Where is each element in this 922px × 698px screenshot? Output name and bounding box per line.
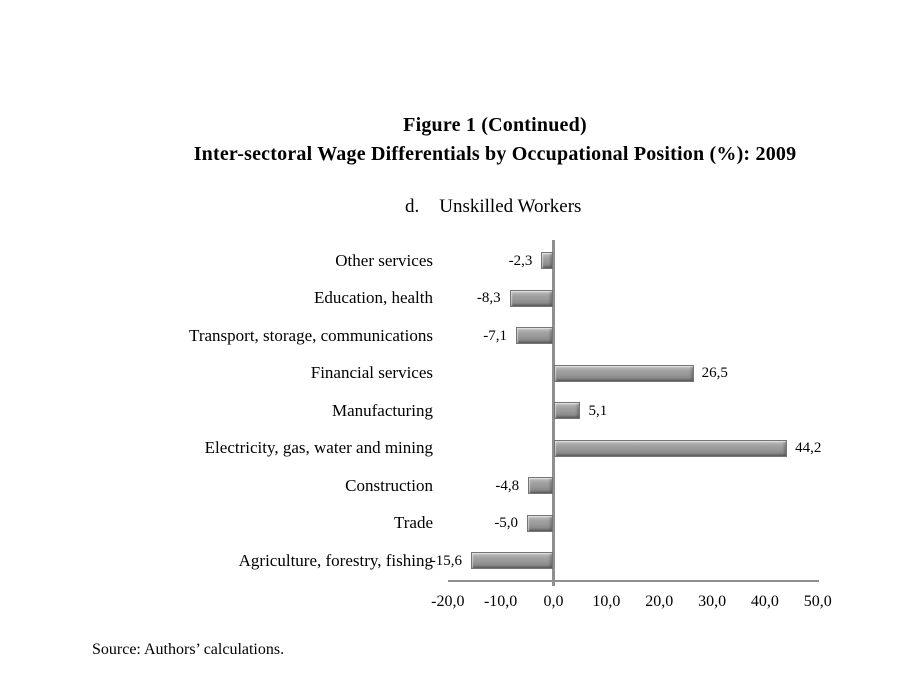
value-label: 5,1 — [588, 402, 608, 419]
category-label: Construction — [345, 475, 433, 495]
value-label: 26,5 — [701, 365, 728, 381]
bar — [554, 402, 581, 419]
value-label: -2,3 — [508, 252, 533, 269]
category-label: Electricity, gas, water and mining — [204, 438, 433, 457]
source-note: Source: Authors’ calculations. — [92, 641, 285, 658]
bar — [510, 290, 554, 307]
x-tick-label: 10,0 — [592, 593, 621, 610]
bar — [471, 552, 553, 569]
x-tick-label: 40,0 — [750, 593, 779, 610]
bar — [516, 327, 554, 344]
value-label: -7,1 — [483, 327, 507, 344]
x-tick-label: 50,0 — [803, 593, 832, 610]
x-axis-line — [448, 580, 819, 582]
value-label: -4,8 — [495, 477, 520, 494]
category-label: Transport, storage, communications — [189, 325, 433, 345]
category-label: Agriculture, forestry, fishing — [238, 550, 433, 570]
x-tick-label: 30,0 — [698, 593, 727, 610]
x-tick-label: 0,0 — [543, 593, 564, 610]
value-label: -15,6 — [430, 552, 463, 569]
bar — [527, 515, 553, 532]
bar — [554, 365, 694, 382]
panel-title: Unskilled Workers — [439, 196, 582, 217]
figure-title-line2: Inter-sectoral Wage Differentials by Occupational Position (%): 2009 — [193, 143, 797, 165]
figure-title-line1: Figure 1 (Continued) — [403, 114, 587, 136]
value-label: -8,3 — [476, 290, 501, 306]
value-label: -5,0 — [494, 515, 519, 531]
x-tick-label: -20,0 — [431, 593, 465, 610]
panel-letter: d. — [405, 196, 420, 217]
category-label: Education, health — [314, 288, 433, 307]
category-label: Financial services — [310, 363, 433, 382]
x-tick-label: 20,0 — [645, 593, 674, 610]
category-label: Other services — [335, 250, 433, 270]
category-label: Manufacturing — [331, 400, 433, 420]
category-label: Trade — [393, 513, 433, 532]
bar — [554, 440, 788, 457]
value-label: 44,2 — [795, 440, 822, 456]
x-tick-label: -10,0 — [483, 593, 518, 610]
bar — [528, 477, 553, 494]
bar — [541, 252, 553, 269]
